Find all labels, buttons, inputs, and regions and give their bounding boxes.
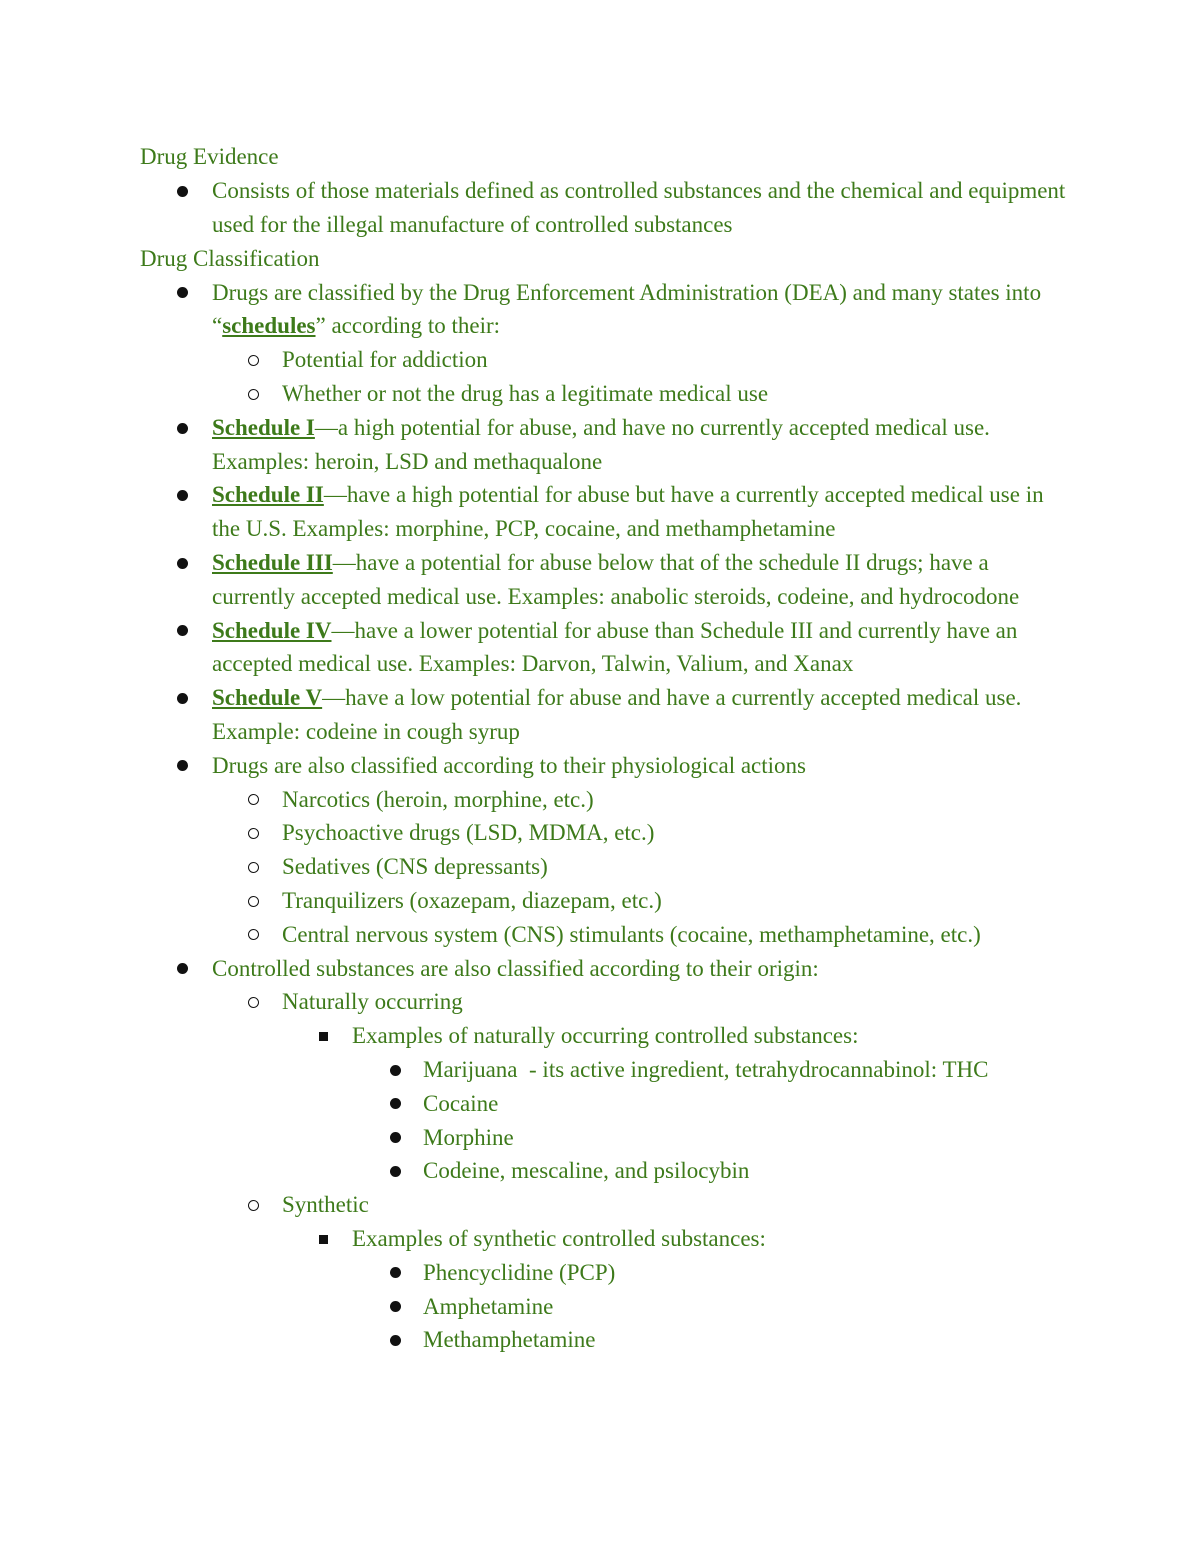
list-item-text: Potential for addiction: [282, 347, 488, 373]
schedule-name: Schedule I: [212, 414, 315, 440]
bullet-icon: [390, 1323, 401, 1357]
schedule-item: [140, 614, 1070, 682]
sub-list-item: [140, 377, 1070, 411]
hollow-bullet-icon: [248, 1188, 259, 1222]
schedules-keyword: schedules: [222, 313, 316, 339]
bullet-icon: [390, 1256, 401, 1290]
list-item-text: Narcotics (heroin, morphine, etc.): [282, 786, 594, 812]
schedule-name: Schedule III: [212, 549, 333, 575]
list-item-text: Drugs are classified by the Drug Enforcement Administration (DEA) and many states into “: [212, 279, 1042, 339]
schedule-item: [140, 546, 1070, 614]
list-item-text: Examples of naturally occurring controlled substances:: [352, 1023, 859, 1049]
list-item-text: Central nervous system (CNS) stimulants (cocaine, methamphetamine, etc.): [282, 921, 981, 947]
sub-list-item: [140, 884, 1070, 918]
list-item-physiological: [140, 749, 1070, 783]
example-item: [140, 1290, 1070, 1324]
bullet-icon: [390, 1154, 401, 1188]
sub-list-item: [140, 850, 1070, 884]
schedule-name: Schedule IV: [212, 617, 332, 643]
heading-drug-evidence: Drug Evidence: [140, 144, 279, 169]
hollow-bullet-icon: [248, 343, 259, 377]
list-item-text: Marijuana - its active ingredient, tetrahydrocannabinol: THC: [423, 1056, 989, 1082]
sub-sub-list-item: [140, 1222, 1070, 1256]
example-item: [140, 1154, 1070, 1188]
list-item-text: Sedatives (CNS depressants): [282, 854, 548, 880]
bullet-icon: [177, 749, 188, 783]
list-item-text: Morphine: [423, 1124, 514, 1150]
list-item-text: Examples of synthetic controlled substances:: [352, 1225, 766, 1251]
list-item-text: Psychoactive drugs (LSD, MDMA, etc.): [282, 820, 655, 846]
list-item-text: Codeine, mescaline, and psilocybin: [423, 1158, 750, 1184]
example-item: [140, 1256, 1070, 1290]
square-bullet-icon: [319, 1222, 328, 1256]
list-item-text: Naturally occurring: [282, 989, 463, 1015]
hollow-bullet-icon: [248, 377, 259, 411]
document-page: [140, 140, 1070, 1357]
hollow-bullet-icon: [248, 816, 259, 850]
bullet-icon: [177, 952, 188, 986]
example-item: [140, 1053, 1070, 1087]
schedule-item: [140, 411, 1070, 479]
hollow-bullet-icon: [248, 884, 259, 918]
bullet-icon: [177, 174, 188, 208]
sub-list-item: [140, 918, 1070, 952]
bullet-icon: [177, 478, 188, 512]
list-item-text: Cocaine: [423, 1090, 499, 1116]
list-item-text: Consists of those materials defined as controlled substances and the chemical and equipment used for the illegal manufacture of controlled substances: [212, 178, 1066, 237]
bullet-icon: [390, 1087, 401, 1121]
example-item: [140, 1121, 1070, 1155]
example-item: [140, 1323, 1070, 1357]
sub-list-item: [140, 985, 1070, 1019]
list-item-dea: [140, 276, 1070, 344]
bullet-icon: [177, 614, 188, 648]
sub-list-item: [140, 783, 1070, 817]
list-item-text: Phencyclidine (PCP): [423, 1259, 616, 1285]
bullet-icon: [390, 1121, 401, 1155]
square-bullet-icon: [319, 1019, 328, 1053]
hollow-bullet-icon: [248, 918, 259, 952]
bullet-icon: [390, 1053, 401, 1087]
list-item-text: Tranquilizers (oxazepam, diazepam, etc.): [282, 887, 662, 913]
heading-drug-classification: Drug Classification: [140, 245, 320, 271]
sub-sub-list-item: [140, 1019, 1070, 1053]
sub-list-item: [140, 816, 1070, 850]
list-item-text: Drugs are also classified according to their physiological actions: [212, 752, 806, 778]
hollow-bullet-icon: [248, 850, 259, 884]
list-item-text: Synthetic: [282, 1192, 369, 1218]
list-item: [140, 174, 1070, 242]
hollow-bullet-icon: [248, 985, 259, 1019]
list-item-text: Whether or not the drug has a legitimate medical use: [282, 380, 769, 406]
list-item-text: Controlled substances are also classified according to their origin:: [212, 955, 819, 981]
bullet-icon: [177, 411, 188, 445]
schedule-description: —have a high potential for abuse but have a currently accepted medical use in the U.S. Examples: morphine, PCP, cocaine, and methamphetamine: [212, 482, 1044, 542]
bullet-icon: [390, 1290, 401, 1324]
sub-list-item: [140, 343, 1070, 377]
list-item-text: Amphetamine: [423, 1293, 554, 1319]
bullet-icon: [177, 681, 188, 715]
schedule-description: —have a potential for abuse below that of the schedule II drugs; have a currently accepted medical use. Examples: anabolic steroids, codeine, and hydrocodone: [212, 549, 1020, 609]
hollow-bullet-icon: [248, 783, 259, 817]
schedule-description: —a high potential for abuse, and have no currently accepted medical use. Examples: heroin, LSD and methaqualone: [212, 414, 990, 474]
schedule-name: Schedule II: [212, 482, 324, 508]
schedule-description: —have a lower potential for abuse than Schedule III and currently have an accepted medical use. Examples: Darvon, Talwin, Valium, and Xanax: [212, 617, 1018, 677]
example-item: [140, 1087, 1070, 1121]
bullet-icon: [177, 276, 188, 310]
schedule-description: —have a low potential for abuse and have a currently accepted medical use. Example: codeine in cough syrup: [212, 685, 1022, 744]
schedule-name: Schedule V: [212, 685, 323, 711]
schedule-item: [140, 681, 1070, 749]
list-item-text: ” according to their:: [315, 313, 501, 339]
bullet-icon: [177, 546, 188, 580]
list-item-text: Methamphetamine: [423, 1327, 596, 1353]
list-item-origin: [140, 952, 1070, 986]
schedule-item: [140, 478, 1070, 546]
sub-list-item: [140, 1188, 1070, 1222]
